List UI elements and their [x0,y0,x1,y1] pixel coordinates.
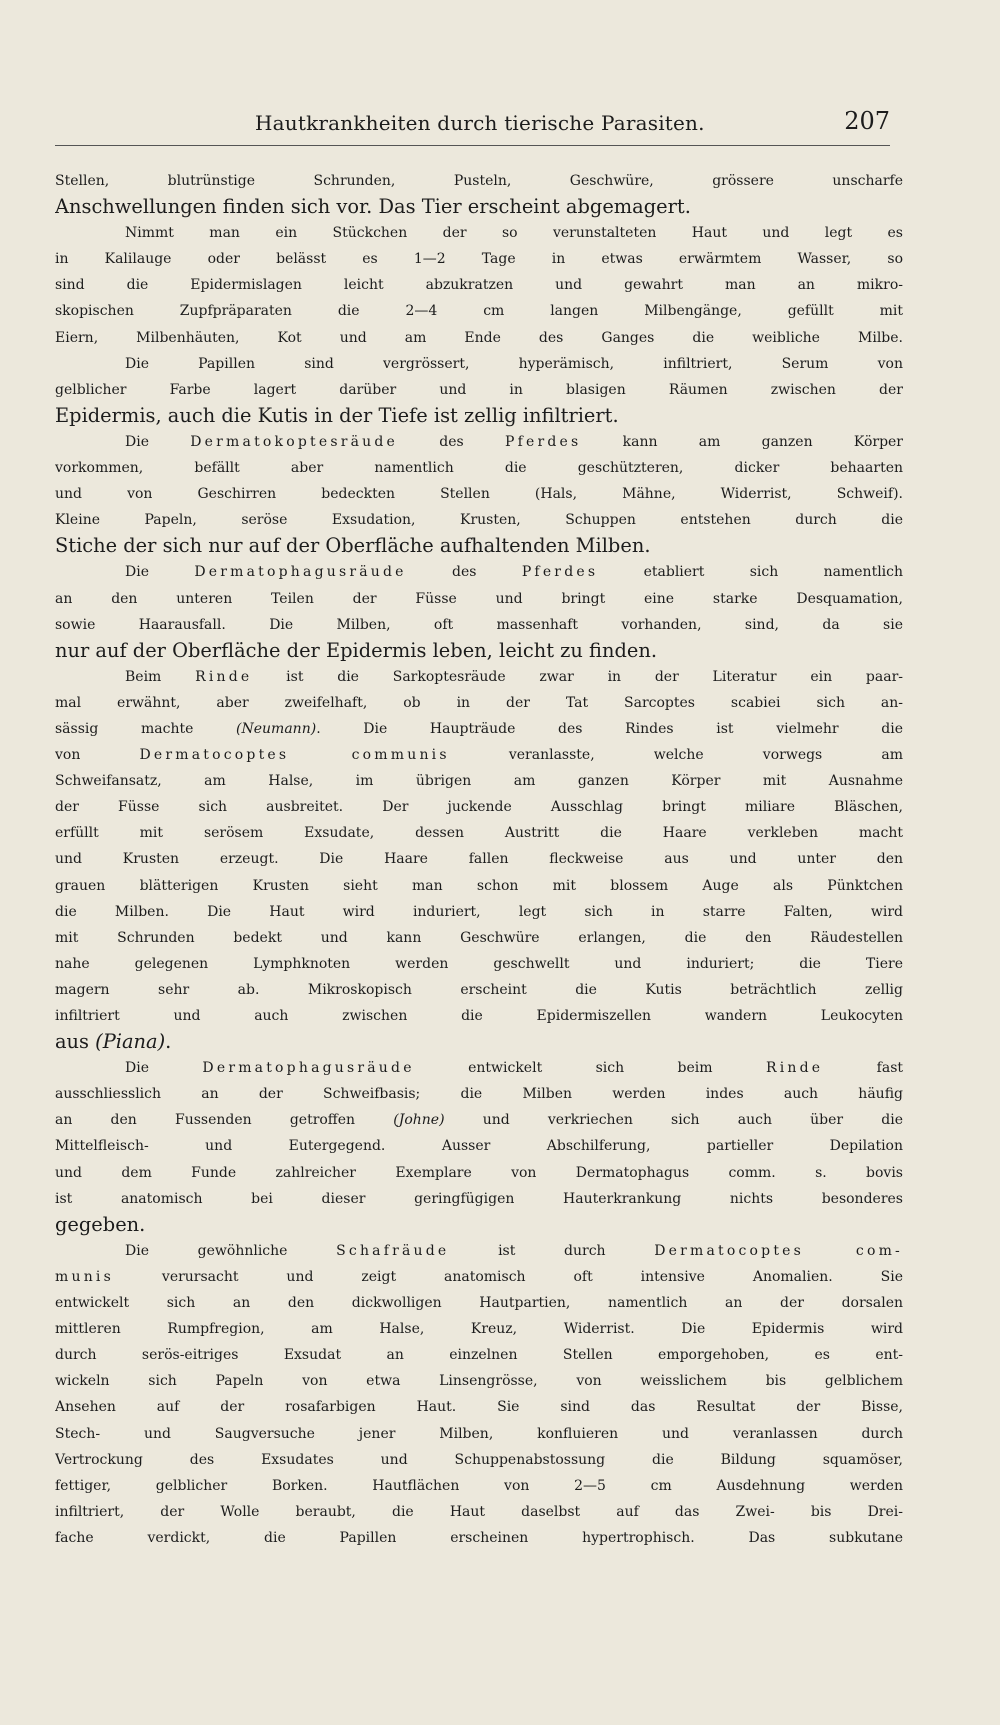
spaced-term: Dermatophagusräude [202,1060,415,1077]
text-line [55,873,903,899]
text-segment: des [406,564,522,581]
text-segment: Kleine Papeln, seröse Exsudation, Krusten, Schuppen entstehen durch die [55,512,903,529]
spaced-term: Pferdes [521,564,599,581]
text-segment: grauen blätterigen Krusten sieht man schon mit blossem Auge als Pünktchen [55,877,903,894]
text-line [55,1055,903,1081]
text-segment: Die gewöhnliche [125,1242,337,1259]
page-number: 207 [844,107,890,135]
text-segment: mit Schrunden bedekt und kann Geschwüre erlangen, die den Räudestellen [55,929,903,946]
text-line [55,1160,903,1186]
text-line [55,925,903,951]
text-segment: fache verdickt, die Papillen erscheinen hypertrophisch. Das subkutane [55,1529,903,1546]
text-line [55,1107,903,1133]
spaced-term: Dermatocoptes communis [139,747,450,764]
text-segment: veranlasste, welche vorwegs am [449,747,903,764]
text-segment: gegeben. [55,1212,146,1236]
text-segment: und dem Funde zahlreicher Exemplare von Dermatophagus comm. s. bovis [55,1164,903,1181]
text-segment: Ansehen auf der rosafarbigen Haut. Sie sind das Resultat der Bisse, [55,1399,903,1416]
text-line [55,1264,903,1290]
text-segment: etabliert sich namentlich [598,564,903,581]
text-line [55,1525,903,1551]
text-segment: kann am ganzen Körper [581,433,903,450]
text-segment: Nimmt man ein Stückchen der so verunstalteten Haut und legt es [125,225,903,242]
text-line [55,977,903,1003]
text-segment: Beim [125,668,196,685]
text-line [55,1238,903,1264]
text-line [55,1421,903,1447]
text-line [55,820,903,846]
text-line [55,1029,903,1055]
text-line [55,1447,903,1473]
text-segment: infiltriert, der Wolle beraubt, die Haut daselbst auf das Zwei- bis Drei- [55,1503,903,1520]
text-line [55,194,903,220]
text-segment: Mittelfleisch- und Eutergegend. Ausser Abschilferung, partieller Depilation [55,1138,903,1155]
text-line [55,507,903,533]
text-line [55,325,903,351]
text-line [55,794,903,820]
body-text [55,168,903,1551]
text-segment: Stech- und Saugversuche jener Milben, konfluieren und veranlassen durch [55,1425,903,1442]
text-segment: Schweifansatz, am Halse, im übrigen am ganzen Körper mit Ausnahme [55,773,903,790]
text-line [55,899,903,925]
text-segment: Stellen, blutrünstige Schrunden, Pusteln, Geschwüre, grössere unscharfe [55,173,903,189]
text-line [55,298,903,324]
text-segment: entwickelt sich an den dickwolligen Hautpartien, namentlich an der dorsalen [55,1295,903,1312]
spaced-term: Dermatophagusräude [194,564,407,581]
text-segment: ist durch [449,1242,655,1259]
text-line [55,1394,903,1420]
text-segment: fast [823,1060,903,1077]
text-segment: erfüllt mit serösem Exsudate, dessen Austritt die Haare verkleben macht [55,825,903,842]
text-segment: und verkriechen sich auch über die [444,1112,903,1129]
text-segment: fettiger, gelblicher Borken. Hautflächen von 2—5 cm Ausdehnung werden [55,1477,903,1494]
text-segment: wickeln sich Papeln von etwa Linsengrösse, von weisslichem bis gelblichem [55,1373,903,1390]
text-segment: Eiern, Milbenhäuten, Kot und am Ende des Ganges die weibliche Milbe. [55,329,903,346]
spaced-term: Rinde [195,668,253,685]
text-segment: mal erwähnt, aber zweifelhaft, ob in der Tat Sarcoptes scabiei sich an- [55,694,903,711]
text-line [55,272,903,298]
text-segment: von [55,747,140,764]
text-segment: ausschliesslich an der Schweifbasis; die Milben werden indes auch häufig [55,1086,903,1103]
text-segment: der Füsse sich ausbreitet. Der juckende Ausschlag bringt miliare Bläschen, [55,799,903,816]
text-segment: Die [125,433,191,450]
text-segment: vorkommen, befällt aber namentlich die geschützteren, dicker behaarten [55,460,903,477]
text-line [55,1473,903,1499]
text-segment: die Milben. Die Haut wird induriert, legt sich in starre Falten, wird [55,903,903,920]
text-segment: Epidermis, auch die Kutis in der Tiefe ist zellig infiltriert. [55,403,619,427]
text-segment: ist die Sarkoptesräude zwar in der Literatur ein paar- [252,668,903,685]
text-line [55,664,903,690]
text-line [55,742,903,768]
text-line [55,586,903,612]
text-line [55,1186,903,1212]
spaced-term: munis [55,1268,114,1285]
text-segment: entwickelt sich beim [414,1060,766,1077]
text-line [55,429,903,455]
text-line [55,1081,903,1107]
text-segment: sässig machte [55,720,237,737]
text-line [55,716,903,742]
text-line [55,951,903,977]
spaced-term: Dermatocoptes com- [654,1242,903,1259]
text-line [55,1316,903,1342]
text-segment: und Krusten erzeugt. Die Haare fallen fleckweise aus und unter den [55,851,903,868]
spaced-term: Schafräude [336,1242,450,1259]
text-line [55,220,903,246]
spaced-term: Pferdes [504,433,582,450]
text-line [55,533,903,559]
text-segment: aus [55,1030,96,1054]
text-line [55,377,903,403]
text-line [55,351,903,377]
text-segment: nur auf der Oberfläche der Epidermis leben, leicht zu finden. [55,638,657,662]
text-line [55,1003,903,1029]
text-segment: . Die Haupträude des Rindes ist vielmehr die [316,720,903,737]
text-segment: und von Geschirren bedeckten Stellen (Hals, Mähne, Widerrist, Schweif). [55,486,903,503]
text-line [55,768,903,794]
text-segment: nahe gelegenen Lymphknoten werden geschwellt und induriert; die Tiere [55,955,903,972]
text-segment: in Kalilauge oder belässt es 1—2 Tage in etwas erwärmtem Wasser, so [55,251,903,268]
text-segment: Die Papillen sind vergrössert, hyperämisch, infiltriert, Serum von [125,355,903,372]
text-segment: Stiche der sich nur auf der Oberfläche aufhaltenden Milben. [55,534,651,558]
text-segment: magern sehr ab. Mikroskopisch erscheint die Kutis beträchtlich zellig [55,981,903,998]
text-segment: ist anatomisch bei dieser geringfügigen Hauterkrankung nichts besonderes [55,1190,903,1207]
author-citation: (Johne) [393,1112,445,1129]
text-line [55,1499,903,1525]
text-line [55,638,903,664]
text-segment: Anschwellungen finden sich vor. Das Tier erscheint abgemagert. [55,195,691,219]
text-segment: verursacht und zeigt anatomisch oft intensive Anomalien. Sie [113,1268,903,1285]
text-segment: skopischen Zupfpräparaten die 2—4 cm langen Milbengänge, gefüllt mit [55,303,903,320]
text-line [55,1368,903,1394]
text-segment: sind die Epidermislagen leicht abzukratzen und gewahrt man an mikro- [55,277,903,294]
text-line [55,168,903,194]
text-line [55,246,903,272]
text-segment: infiltriert und auch zwischen die Epidermiszellen wandern Leukocyten [55,1008,903,1024]
author-citation: (Piana) [95,1030,166,1054]
spaced-term: Rinde [765,1060,824,1077]
text-line [55,1212,903,1238]
text-line [55,1133,903,1159]
text-line [55,403,903,429]
text-segment: Vertrockung des Exsudates und Schuppenabstossung die Bildung squamöser, [55,1451,903,1468]
text-line [55,481,903,507]
author-citation: (Neumann) [236,720,317,737]
spaced-term: Dermatokoptesräude [190,433,399,450]
text-line [55,559,903,585]
text-line [55,846,903,872]
text-segment: sowie Haarausfall. Die Milben, oft massenhaft vorhanden, sind, da sie [55,616,903,633]
text-segment: mittleren Rumpfregion, am Halse, Kreuz, Widerrist. Die Epidermis wird [55,1321,903,1338]
text-segment: des [398,433,505,450]
text-segment: an den unteren Teilen der Füsse und bringt eine starke Desquamation, [55,590,903,607]
text-line [55,612,903,638]
text-segment: Die [125,1060,203,1077]
text-segment: Die [125,564,195,581]
text-segment: gelblicher Farbe lagert darüber und in blasigen Räumen zwischen der [55,381,903,398]
running-title: Hautkrankheiten durch tierische Parasiten. [255,111,705,135]
text-segment: durch serös-eitriges Exsudat an einzelnen Stellen emporgehoben, es ent- [55,1347,903,1364]
text-line [55,1342,903,1368]
text-line [55,455,903,481]
text-line [55,1290,903,1316]
text-segment: . [165,1030,172,1054]
text-line [55,690,903,716]
page-header [55,105,890,146]
text-segment: an den Fussenden getroffen [55,1112,394,1129]
